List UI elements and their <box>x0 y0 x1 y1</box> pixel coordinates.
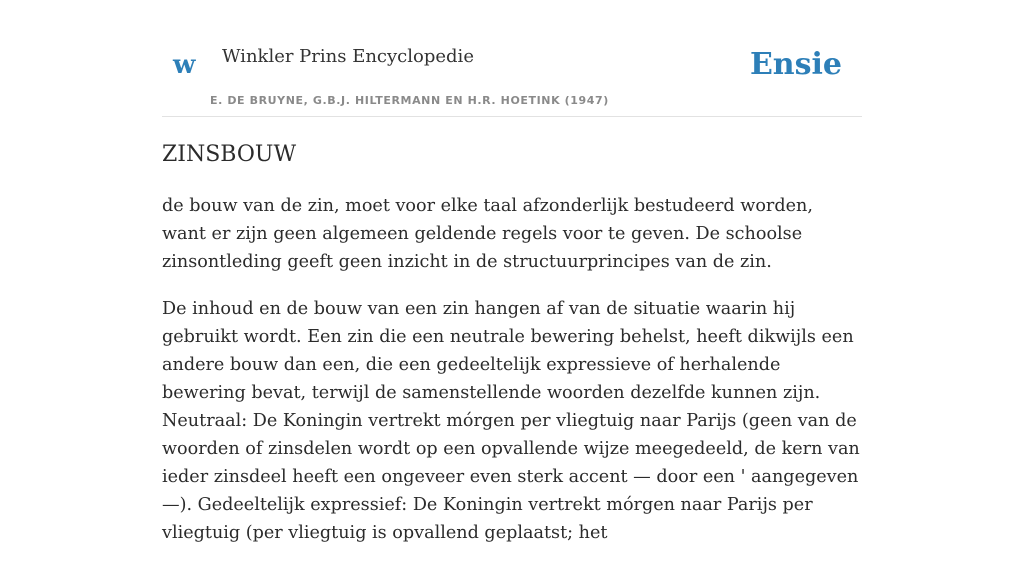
book-authors: E. DE BRUYNE, G.B.J. HILTERMANN EN H.R. HOETINK (1947) <box>210 94 609 107</box>
ensie-brand-logo[interactable]: Ensie <box>749 47 842 82</box>
entry-paragraph-1: de bouw van de zin, moet voor elke taal afzonderlijk bestudeerd worden, want er zijn geen algemeen geldende regels voor te geven. De schoolse zinsontleding geeft geen inzicht in de structuurprincipes van de zin. <box>162 196 813 272</box>
page-header <box>162 0 862 117</box>
entry-paragraph-2: De inhoud en de bouw van een zin hangen af van de situatie waarin hij gebruikt wordt. Een zin die een neutrale bewering behelst, heeft dikwijls een andere bouw dan een, die een gedeeltelijk expressieve of herhalende bewering bevat, terwijl de samenstellende woorden dezelfde kunnen zijn. Neutraal: De Koningin vertrekt mórgen per vliegtuig naar Parijs (geen van de woorden of zinsdelen wordt op een opvallende wijze meegedeeld, de kern van ieder zinsdeel heeft een ongeveer even sterk accent — door een ' aangegeven—). Gedeeltelijk expressief: De Koningin vertrekt mórgen naar Parijs per vliegtuig (per vliegtuig is opvallend geplaatst; het <box>162 299 860 543</box>
book-title-link[interactable]: Winkler Prins Encyclopedie <box>222 46 474 67</box>
entry-title: ZINSBOUW <box>162 142 297 167</box>
encyclopedia-page <box>162 0 862 543</box>
winkler-prins-logo[interactable]: w <box>173 50 196 80</box>
entry-body <box>162 192 862 566</box>
